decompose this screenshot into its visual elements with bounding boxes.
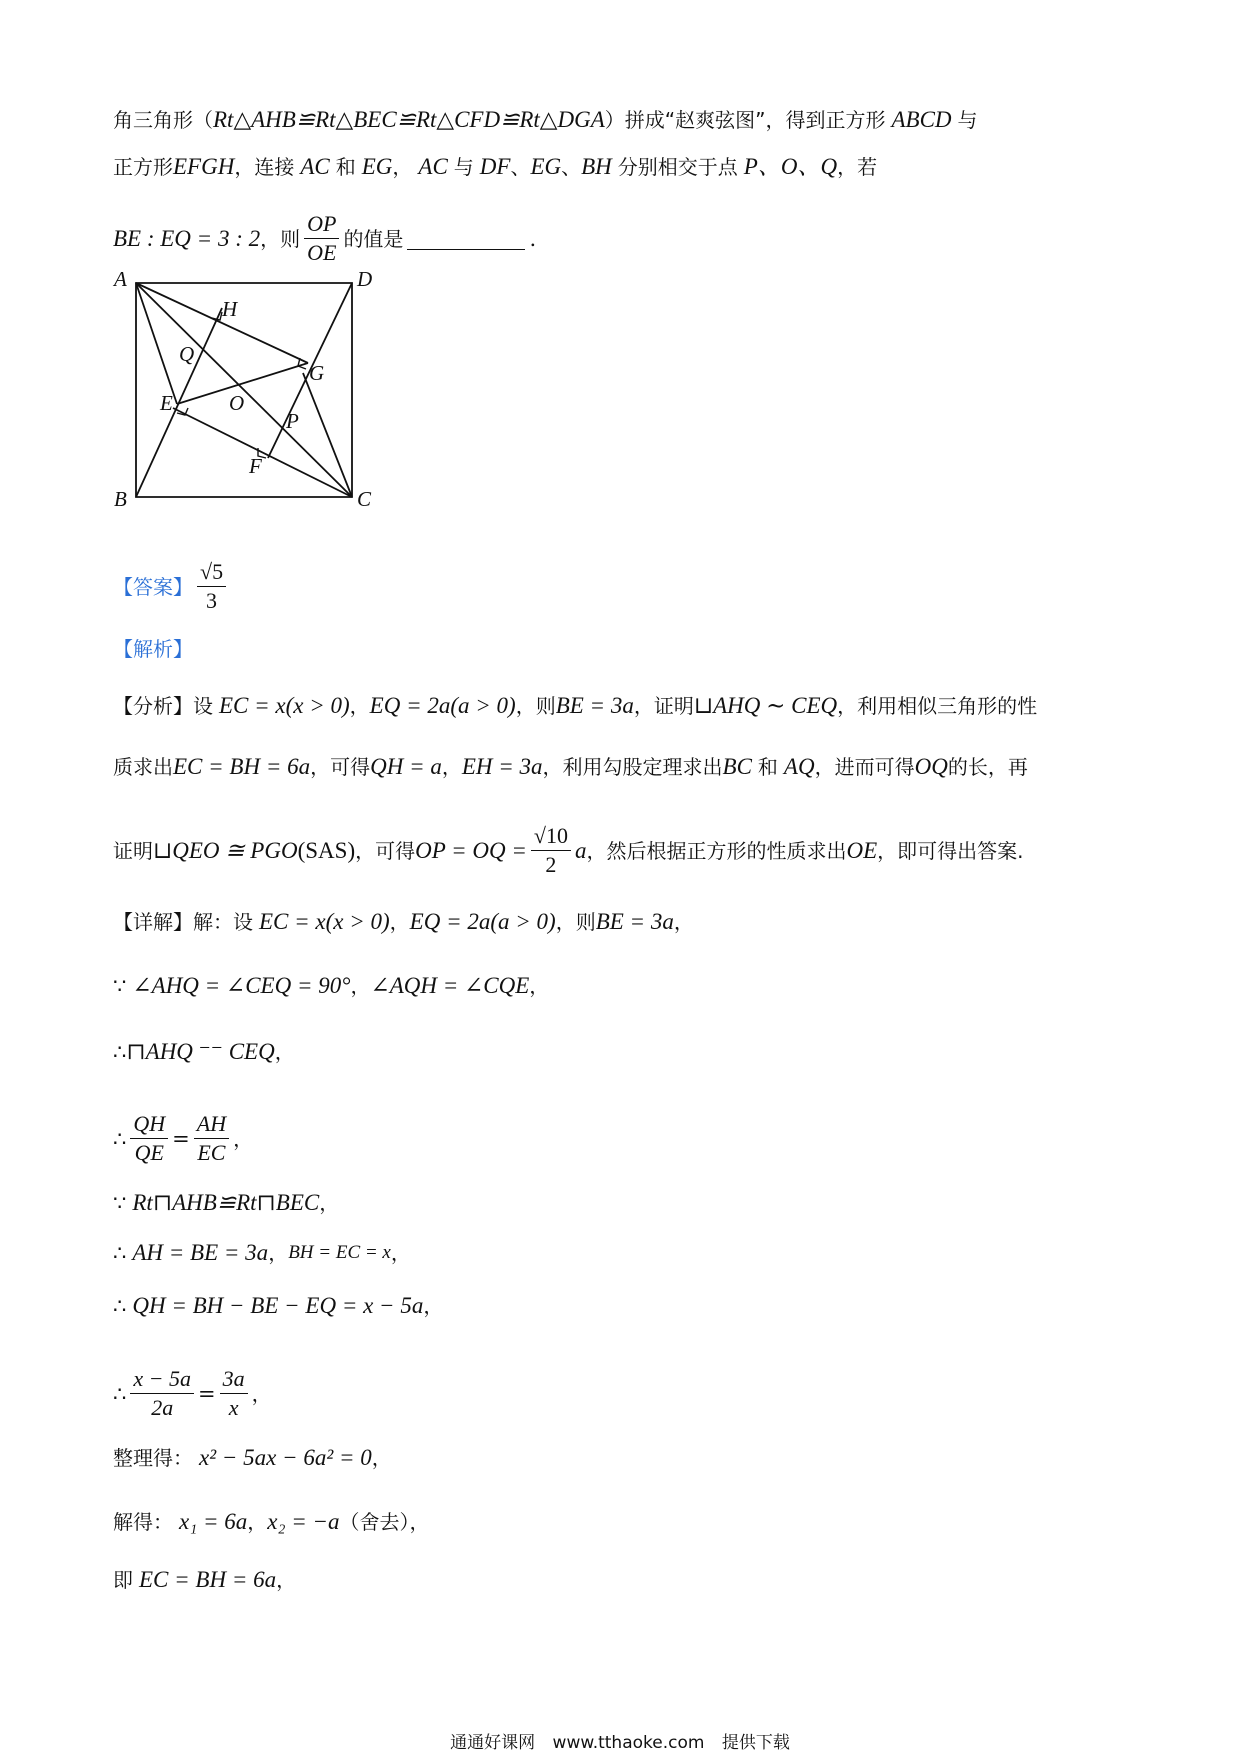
qh-qe-fraction: $\frac{QH}{QE}$ [130,1110,168,1167]
analysis-tag: 【解析】 [113,637,193,661]
detail-line-6: ∴ AH = BE = 3a ， BH = EC = x ， [113,1240,411,1265]
problem-line-2: 正方形 EFGH ，连接 AC 和 EG ， AC 与 DF 、 EG 、 BH 分别相交于点 P、O、Q ，若 [113,154,878,179]
label-f: F [249,454,262,478]
detail-line-5: ∵ Rt⊓AHB≌Rt⊓BEC ， [113,1190,340,1215]
segment-ce [173,408,352,497]
detail-line-2: ∵ ∠AHQ = ∠CEQ = 90° ， ∠AQH = ∠CQE ， [113,973,550,998]
ratio-fraction: $\frac{OP}{OE}$ [304,210,339,267]
label-a: A [114,267,127,291]
analysis-line-3: 证明 ⊔QEO ≅ PGO (SAS) ，可得 OP = OQ = $\frac{√10}{2}$ a ，然后根据正方形的性质求出 OE ，即可得出答案. [113,823,1024,877]
page-footer [0,1728,1240,1753]
detail-line-1: 【详解】 解：设 EC = x(x > 0) ， EQ = 2a(a > 0) ，则 BE = 3a ， [113,909,694,934]
zhaoshuang-chord-figure [100,262,400,522]
answer-line [113,558,1140,615]
segment-ag [136,283,308,363]
footer-suffix: 提供下载 [721,1733,790,1753]
label-g: G [309,361,325,385]
analysis-line-1: 【分析】 设 EC = x(x > 0) ， EQ = 2a(a > 0) ，则 BE = 3a ，证明 ⊔AHQ ∼ CEQ ，利用相似三角形的性 [113,693,1038,718]
label-b: B [114,487,127,511]
right-fraction: $\frac{3a}{x}$ [220,1365,248,1422]
label-o: O [229,391,245,415]
label-q: Q [179,342,195,366]
segment-cg [303,373,352,497]
ah-ec-fraction: $\frac{AH}{EC}$ [194,1110,229,1167]
footer-site-name: 通通好课网 [450,1733,536,1753]
problem-line-1: 角三角形（ Rt△AHB≌Rt△BEC≌Rt△CFD≌Rt△DGA ）拼成“赵爽弦图”，得到正方形 ABCD 与 [113,107,978,132]
label-c: C [357,487,372,511]
left-fraction: $\frac{x - 5a}{2a}$ [130,1365,194,1422]
segment-ae [136,283,177,404]
analysis-line-2: 质求出 EC = BH = 6a ，可得 QH = a ， EH = 3a ，利用勾股定理求出 BC 和 AQ ，进而可得 OQ 的长，再 [113,754,1028,779]
detail-line-7: ∴ QH = BH − BE − EQ = x − 5a ， [113,1293,444,1318]
label-d: D [357,267,373,291]
label-h: H [222,297,238,321]
label-p: P [286,409,299,433]
answer-tag: 【答案】 [113,574,193,599]
answer-fraction: $\frac{√5}{3}$ [197,558,226,615]
diagonal-ac [136,283,352,497]
analysis-tag-line [113,634,1140,664]
sqrt10-fraction: $\frac{√10}{2}$ [531,822,571,879]
detail-line-10: 解得： x₁ = 6a ， x₂ = −a （舍去）， [113,1509,430,1534]
detail-line-8: ∴ $\frac{x - 5a}{2a}$ = $\frac{3a}{x}$ ， [113,1366,272,1420]
detail-line-9: 整理得： x² − 5ax − 6a² = 0 ， [113,1445,392,1470]
answer-blank [407,227,525,250]
footer-url[interactable]: www.tthaoke.com [552,1733,705,1753]
detail-line-4: ∴ $\frac{QH}{QE}$ = $\frac{AH}{EC}$ ， [113,1111,254,1165]
detail-line-3: ∴ ⊓AHQ ⁻⁻ CEQ ， [113,1039,295,1064]
detail-line-11: 即 EC = BH = 6a ， [113,1567,297,1592]
label-e: E [160,391,173,415]
problem-line-3: BE : EQ = 3 : 2 ，则 $\frac{OP}{OE}$ 的值是 . [113,211,537,265]
